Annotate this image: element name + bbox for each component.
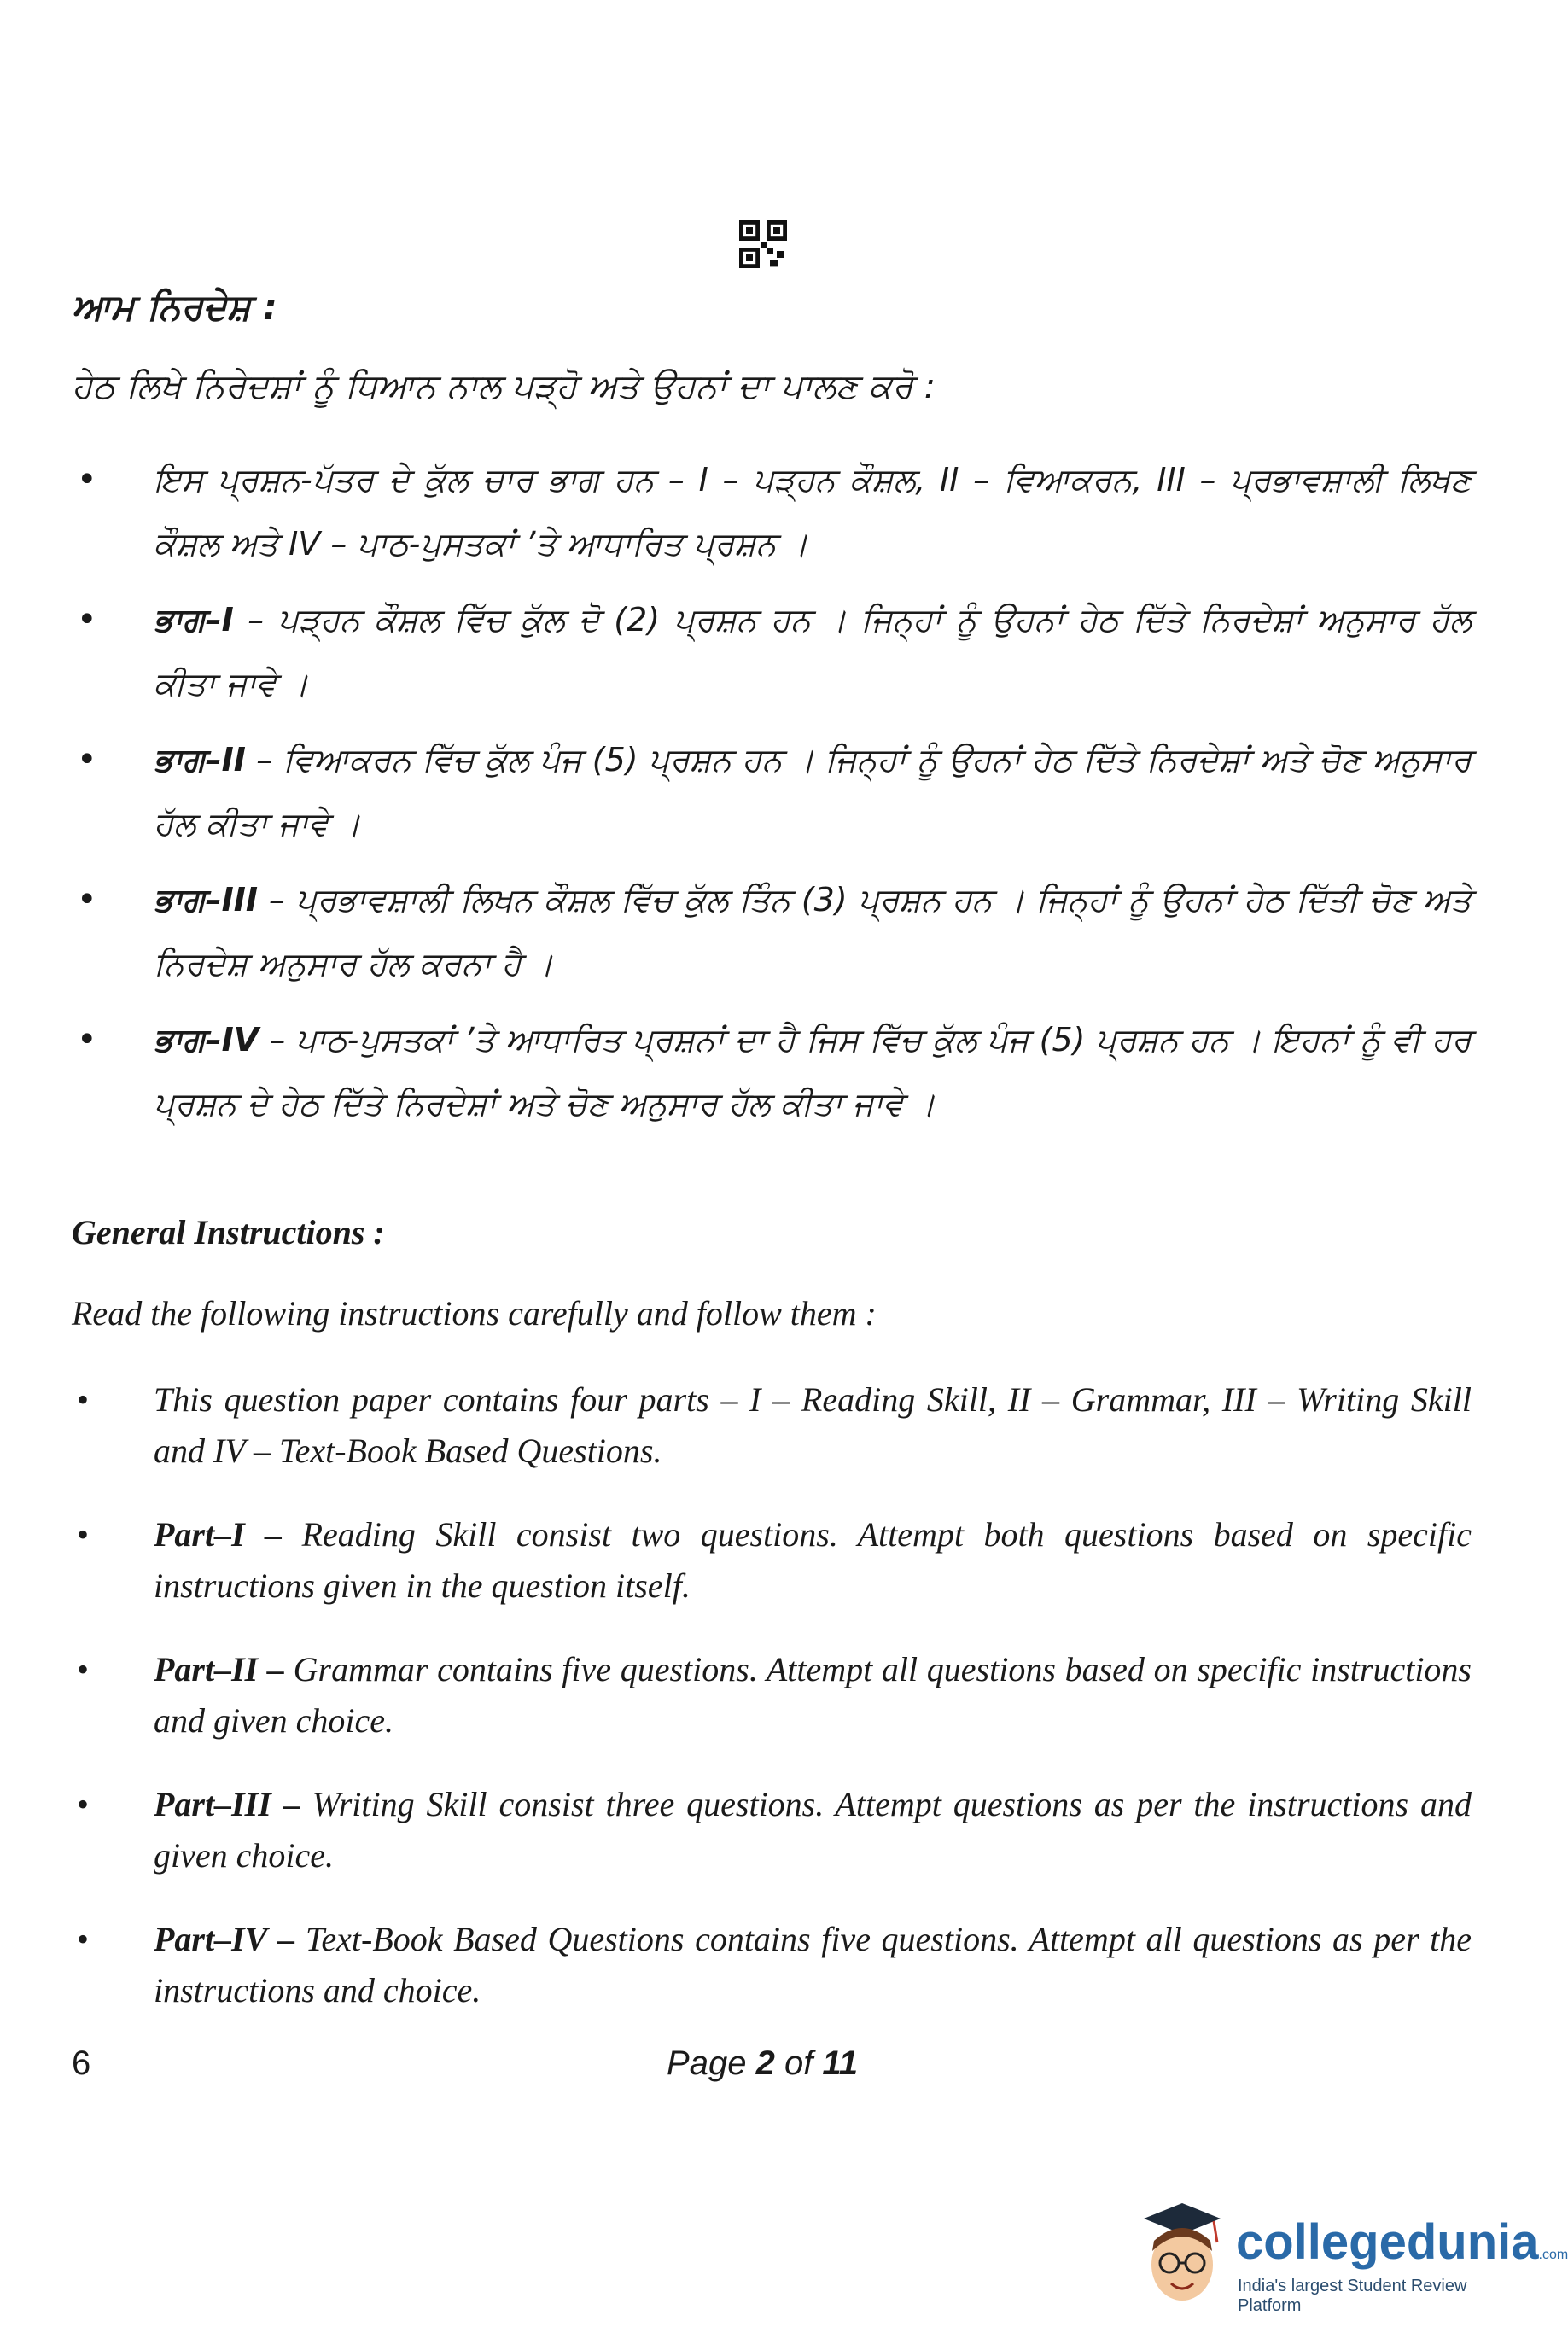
bullet-icon: • — [77, 1515, 90, 1554]
item-text: – ਪ੍ਰਭਾਵਸ਼ਾਲੀ ਲਿਖਨ ਕੌਸ਼ਲ ਵਿੱਚ ਕੁੱਲ ਤਿੰਨ (3) ਪ੍ਰਸ਼ਨ ਹਨ । ਜਿਨ੍ਹਾਂ ਨੂੰ ਉਹਨਾਂ ਹੇਠ ਦਿੱਤੀ ਚੋਣ ਅਤੇ ਨਿਰਦੇਸ਼ ਅਨੁਸਾਰ ਹੱਲ ਕਰਨਾ ਹੈ । — [154, 881, 1472, 983]
brand-name — [1236, 2213, 1568, 2271]
punjabi-instruction-list — [72, 448, 1472, 1148]
list-item — [72, 1644, 1472, 1747]
qr-code-icon — [739, 220, 787, 268]
list-item — [72, 1374, 1472, 1477]
item-text: This question paper contains four parts – I – Reading Skill, II – Grammar, III – Writing Skill and IV – Text-Book Based Questions. — [154, 1380, 1472, 1470]
item-lead: ਭਾਗ–IV — [154, 1021, 259, 1059]
brand-suffix: .com — [1538, 2248, 1568, 2262]
item-lead: Part–II – — [154, 1650, 284, 1688]
item-text: – ਪੜ੍ਹਨ ਕੌਸ਼ਲ ਵਿੱਚ ਕੁੱਲ ਦੋ (2) ਪ੍ਰਸ਼ਨ ਹਨ । ਜਿਨ੍ਹਾਂ ਨੂੰ ਉਹਨਾਂ ਹੇਠ ਦਿੱਤੇ ਨਿਰਦੇਸ਼ਾਂ ਅਨੁਸਾਰ ਹੱਲ ਕੀਤਾ ਜਾਵੇ । — [154, 601, 1472, 703]
list-item — [72, 728, 1472, 856]
page-total: 11 — [822, 2044, 858, 2082]
english-intro: Read the following instructions carefully and follow them : — [72, 1294, 877, 1333]
bullet-icon: • — [77, 1785, 90, 1823]
punjabi-heading: ਆਮ ਨਿਰਦੇਸ਼ : — [72, 286, 277, 328]
bullet-icon: • — [77, 460, 97, 499]
bullet-icon: • — [77, 600, 97, 639]
brand-tagline: India's largest Student Review Platform — [1238, 2277, 1467, 2315]
bullet-icon: • — [77, 1920, 90, 1958]
list-item — [72, 1914, 1472, 2016]
list-item — [72, 588, 1472, 716]
item-text: Reading Skill consist two questions. Attempt both questions based on specific instructions given in the question itself. — [154, 1515, 1472, 1605]
page-of: of — [774, 2044, 823, 2082]
english-instruction-list — [72, 1374, 1472, 2049]
bullet-icon: • — [77, 1020, 97, 1059]
item-text: – ਵਿਆਕਰਨ ਵਿੱਚ ਕੁੱਲ ਪੰਜ (5) ਪ੍ਰਸ਼ਨ ਹਨ । ਜਿਨ੍ਹਾਂ ਨੂੰ ਉਹਨਾਂ ਹੇਠ ਦਿੱਤੇ ਨਿਰਦੇਸ਼ਾਂ ਅਤੇ ਚੋਣ ਅਨੁਸਾਰ ਹੱਲ ਕੀਤਾ ਜਾਵੇ । — [154, 741, 1472, 843]
paper-code: 6 — [72, 2044, 91, 2082]
list-item — [72, 868, 1472, 996]
item-lead: ਭਾਗ–II — [154, 741, 246, 779]
english-heading: General Instructions : — [72, 1213, 385, 1251]
bullet-icon: • — [77, 740, 97, 779]
list-item — [72, 448, 1472, 576]
item-lead: ਭਾਗ–III — [154, 881, 259, 919]
page-current: 2 — [755, 2044, 775, 2082]
bullet-icon: • — [77, 880, 97, 919]
item-text: ਇਸ ਪ੍ਰਸ਼ਨ-ਪੱਤਰ ਦੇ ਕੁੱਲ ਚਾਰ ਭਾਗ ਹਨ – I – ਪੜ੍ਹਨ ਕੌਸ਼ਲ, II – ਵਿਆਕਰਨ, III – ਪ੍ਰਭਾਵਸ਼ਾਲੀ ਲਿਖਣ ਕੌਸ਼ਲ ਅਤੇ IV – ਪਾਠ-ਪੁਸਤਕਾਂ ’ਤੇ ਆਧਾਰਿਤ ਪ੍ਰਸ਼ਨ । — [154, 461, 1472, 563]
list-item — [72, 1008, 1472, 1136]
list-item — [72, 1779, 1472, 1881]
bullet-icon: • — [77, 1380, 90, 1419]
item-text: – ਪਾਠ-ਪੁਸਤਕਾਂ ’ਤੇ ਆਧਾਰਿਤ ਪ੍ਰਸ਼ਨਾਂ ਦਾ ਹੈ ਜਿਸ ਵਿੱਚ ਕੁੱਲ ਪੰਜ (5) ਪ੍ਰਸ਼ਨ ਹਨ । ਇਹਨਾਂ ਨੂੰ ਵੀ ਹਰ ਪ੍ਰਸ਼ਨ ਦੇ ਹੇਠ ਦਿੱਤੇ ਨਿਰਦੇਸ਼ਾਂ ਅਤੇ ਚੋਣ ਅਨੁਸਾਰ ਹੱਲ ਕੀਤਾ ਜਾਵੇ । — [154, 1021, 1472, 1123]
page-prefix: Page — [667, 2044, 756, 2082]
item-lead: ਭਾਗ–I — [154, 601, 234, 639]
item-lead: Part–IV – — [154, 1920, 295, 1958]
item-text: Text-Book Based Questions contains five questions. Attempt all questions as per the instructions and choice. — [154, 1920, 1472, 2009]
punjabi-intro: ਹੇਠ ਲਿਖੇ ਨਿਰੇਦਸ਼ਾਂ ਨੂੰ ਧਿਆਨ ਨਾਲ ਪੜ੍ਹੋ ਅਤੇ ਉਹਨਾਂ ਦਾ ਪਾਲਣ ਕਰੋ : — [72, 367, 936, 406]
item-text: Grammar contains five questions. Attempt all questions based on specific instructions and given choice. — [154, 1650, 1472, 1740]
brand-name-text: collegedunia — [1236, 2214, 1539, 2270]
bullet-icon: • — [77, 1650, 90, 1688]
list-item — [72, 1509, 1472, 1612]
collegedunia-watermark — [1135, 2198, 1568, 2318]
mascot-icon — [1135, 2198, 1229, 2318]
page-number — [0, 2044, 1524, 2083]
item-lead: Part–I – — [154, 1515, 283, 1554]
item-lead: Part–III – — [154, 1785, 300, 1823]
item-text: Writing Skill consist three questions. Attempt questions as per the instructions and given choice. — [154, 1785, 1472, 1875]
